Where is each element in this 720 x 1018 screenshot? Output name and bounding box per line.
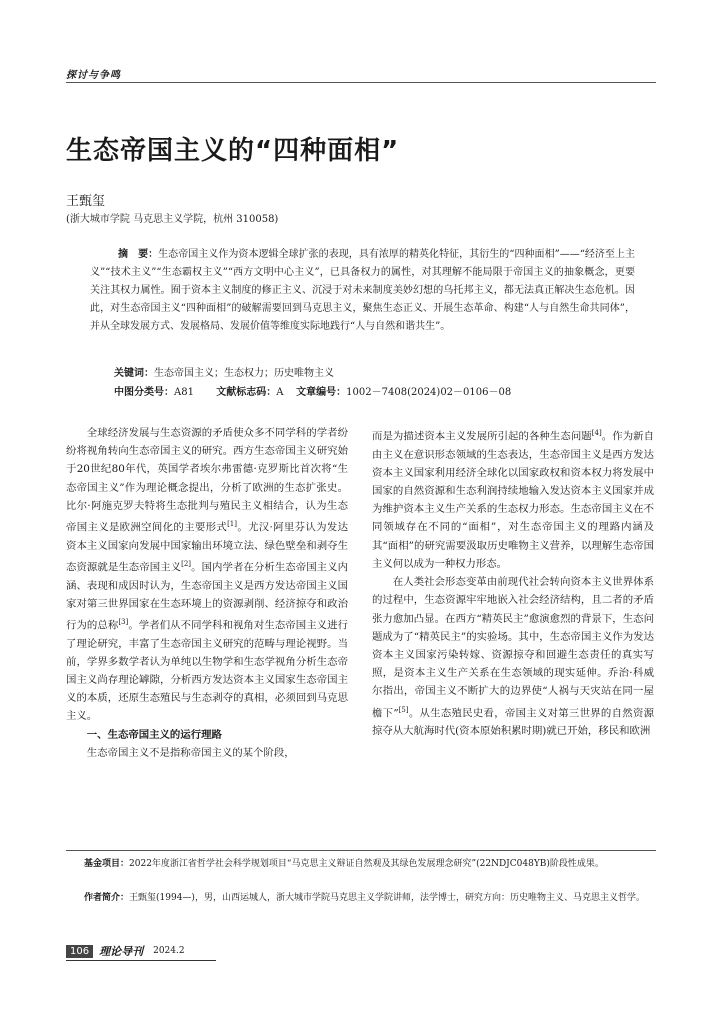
citation[interactable]: [2] <box>181 559 192 568</box>
doc-value: A <box>276 387 284 398</box>
author-bio: 作者简介：王甄玺(1994—)，男，山西运城人，浙大城市学院马克思主义学院讲师，法学博士，研究方向：历史唯物主义、马克思主义哲学。 <box>84 893 645 903</box>
art-value: 1002－7408(2024)02－0106－08 <box>346 387 512 398</box>
author-affiliation: (浙大城市学院 马克思主义学院，杭州 310058) <box>66 214 279 225</box>
keywords-label: 关键词： <box>114 368 154 379</box>
footnote-rule <box>66 850 656 851</box>
abstract-label: 摘 要： <box>118 249 159 260</box>
article-title: 生态帝国主义的“四种面相” <box>66 136 400 166</box>
body-paragraph: 生态帝国主义不是指称帝国主义的某个阶段， <box>86 746 295 759</box>
citation[interactable]: [4] <box>591 429 602 437</box>
citation[interactable]: [3] <box>118 617 129 626</box>
issue-number: 2024.2 <box>153 946 185 956</box>
clc-label: 中图分类号： <box>114 387 174 398</box>
doc-label: 文献标志码： <box>216 387 277 398</box>
art-label: 文章编号： <box>296 387 347 398</box>
header-rule <box>66 82 656 83</box>
section-heading: 一、生态帝国主义的运行理路 <box>86 728 222 741</box>
journal-name: 理论导刊 <box>99 945 144 958</box>
body-paragraph: 而是为描述资本主义发展所引起的各种生态问题[4]。作为新自由主义在意识形态领域的生态表达，生态帝国主义是西方发达资本主义国家利用经济全球化以国家政权和资本权力将发展中国家的自然资源和生态利润持续地输入发达资本主义国家并成为维护资本主义生产关系的生态权力形态。生态帝国主义在不同领域存在不同的“面相”，对生态帝国主义的理路内涵及其“面相”的研究需要汲取历史唯物主义营养，以理解生态帝国主义何以成为一种权力形态。 <box>372 429 655 570</box>
citation[interactable]: [5] <box>398 705 409 714</box>
body-paragraph: 全球经济发展与生态资源的矛盾使众多不同学科的学者纷纷将视角转向生态帝国主义的研究。西方生态帝国主义研究始于20世纪80年代，英国学者埃尔弗雷德·克罗斯比首次将“生态帝国主义”作为理论概念提出，分析了欧洲的生态扩张史。比尔·阿施克罗夫特将生态批判与殖民主义相结合，认为生态帝国主义是欧洲空间化的主要形式[1]。尤汉·阿里芬认为发达资本主义国家向发展中国家输出环境立法、绿色壁垒和剥夺生态资源就是生态帝国主义[2]。国内学者在分析生态帝国主义内涵、表现和成因时认为，生态帝国主义是西方发达帝国主义国家对第三世界国家在生态环境上的资源剥削、经济掠夺和政治行为的总称[3]。学者们从不同学科和视角对生态帝国主义进行了理论研究，丰富了生态帝国主义研究的范畴与理论视野。当前，学界多数学者认为单纯以生物学和生态学视角分析生态帝国主义尚存理论罅隙，分析西方发达资本主义国家生态帝国主义的本质，还原生态殖民与生态剥夺的真相，必须回到马克思主义。 <box>66 427 349 723</box>
page-footer <box>66 942 216 961</box>
keywords-text: 生态帝国主义；生态权力；历史唯物主义 <box>154 368 334 379</box>
clc-value: A81 <box>174 387 194 398</box>
body-column-right <box>372 424 654 740</box>
classification-line <box>114 383 511 398</box>
column-tag: 探讨与争鸣 <box>66 70 121 81</box>
citation[interactable]: [1] <box>227 520 237 529</box>
body-paragraph: 在人类社会形态变革由前现代社会转向资本主义世界体系的过程中，生态资源牢牢地嵌入社会经济结构，且二者的矛盾张力愈加凸显。在西方“精英民主”愈演愈烈的背景下，生态问题成为了“精英民主”的实验场。其中，生态帝国主义作为发达资本主义国家污染转嫁、资源掠夺和回避生态责任的真实写照，是资本主义生产关系在生态领域的现实延伸。乔治·科威尔指出，帝国主义不断扩大的边界使“人祸与天灾站在同一屋檐下”[5]。从生态殖民史看，帝国主义对第三世界的自然资源掠夺从大航海时代(资本原始积累时期)就已开始，移民和欧洲 <box>372 576 655 738</box>
page-number: 106 <box>66 945 93 958</box>
author-name: 王甄玺 <box>66 194 106 209</box>
body-column-left <box>66 424 348 762</box>
keywords <box>114 364 334 379</box>
abstract <box>90 246 635 336</box>
funding-note: 基金项目：2022年度浙江省哲学社会科学规划项目“马克思主义辩证自然观及其绿色发展理念研究”(22NDJC048YB)阶段性成果。 <box>84 859 604 869</box>
abstract-text: 生态帝国主义作为资本逻辑全球扩张的表现，具有浓厚的精英化特征，其衍生的“四种面相”——“经济至上主义”“技术主义”“生态霸权主义”“西方文明中心主义”，已具备权力的属性，对其理解不能局限于帝国主义的抽象概念，更要关注其权力属性。囿于资本主义制度的修正主义、沉浸于对未来制度美妙幻想的乌托邦主义，都无法真正解决生态危机。因此，对生态帝国主义“四种面相”的破解需要回到马克思主义，聚焦生态正义、开展生态革命、构建“人与自然生命共同体”，并从全球发展方式、发展格局、发展价值等维度实际地践行“人与自然和谐共生”。 <box>90 249 635 332</box>
